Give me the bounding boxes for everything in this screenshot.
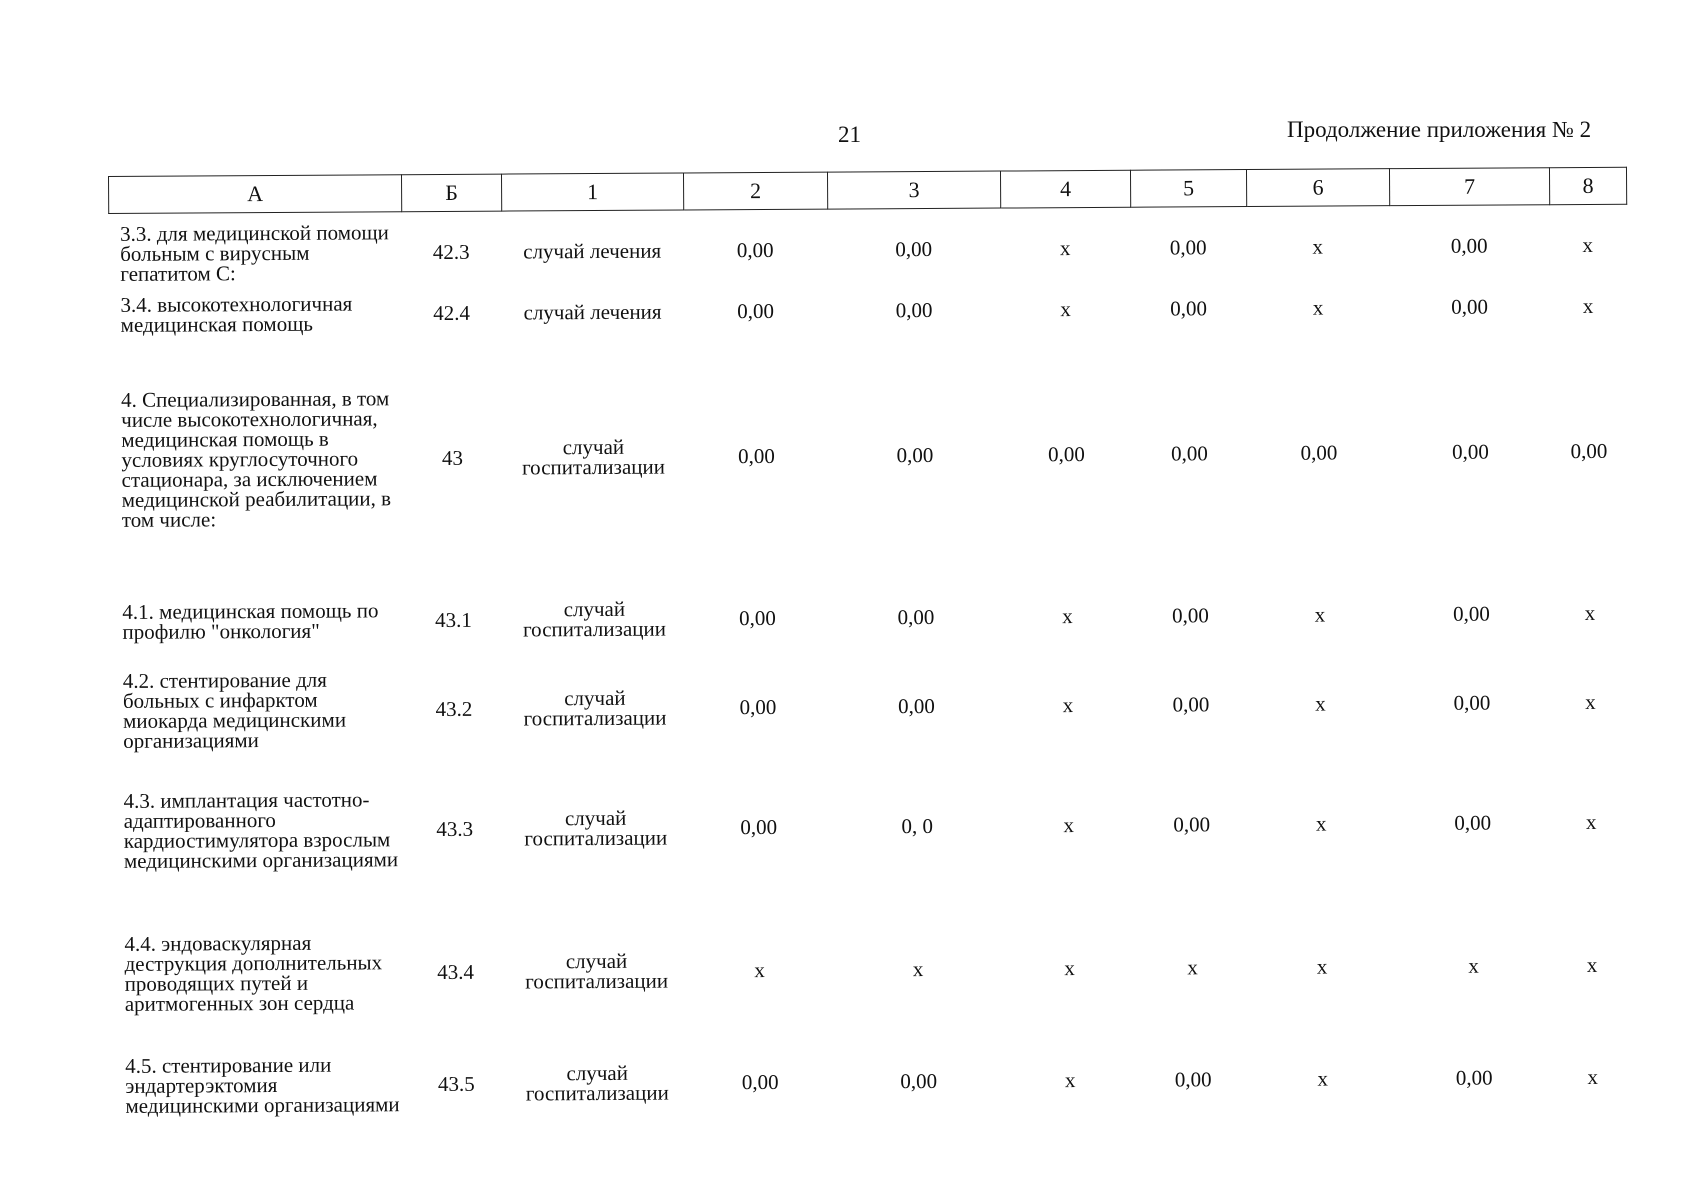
row-name: 3.3. для медицинской помощи больным с вирусным гепатитом С:: [119, 220, 389, 286]
cell-value: x: [1468, 953, 1479, 978]
table-row: [112, 899, 1631, 1040]
row-unit: случай госпитализации: [523, 685, 667, 731]
cell-value: 0,00: [1169, 235, 1207, 260]
row-code: 43: [441, 445, 464, 470]
row-name: 4.1. медицинская помощь по профилю "онкология": [122, 598, 379, 644]
row-unit: случай госпитализации: [525, 948, 669, 994]
cell-value: x: [1585, 809, 1597, 834]
cell-value: 0,00: [1455, 1065, 1493, 1090]
cell-value: 0,00: [895, 297, 933, 323]
cell-value: 0, 0: [901, 813, 934, 839]
cell-value: x: [1582, 232, 1593, 257]
table-row: [110, 567, 1629, 668]
page-number: 21: [838, 122, 861, 147]
cell-value: 0,00: [898, 693, 935, 719]
row-unit: случай госпитализации: [525, 1060, 669, 1106]
row-unit: случай госпитализации: [524, 805, 668, 851]
row-code: 43.4: [437, 959, 475, 985]
cell-value: 0,00: [1570, 438, 1608, 464]
row-unit: случай госпитализации: [522, 596, 667, 642]
cell-value: 0,00: [1452, 601, 1490, 626]
cell-value: 0,00: [1454, 810, 1492, 835]
cell-value: x: [1064, 1068, 1076, 1093]
row-code: 43.2: [435, 696, 473, 722]
column-header: 3: [827, 171, 1000, 209]
row-unit: случай лечения: [523, 238, 662, 264]
cell-value: 0,00: [1453, 690, 1491, 715]
cell-value: 0,00: [1171, 603, 1209, 628]
data-table: [108, 213, 1632, 1132]
column-header: 2: [683, 172, 827, 210]
cell-value: x: [1060, 297, 1071, 322]
cell-value: x: [1064, 956, 1075, 981]
cell-value: 0,00: [1451, 439, 1489, 464]
table-row: [113, 1031, 1632, 1132]
column-header: 7: [1389, 168, 1549, 206]
cell-value: 0,00: [1300, 440, 1338, 465]
cell-value: 0,00: [900, 1068, 938, 1094]
column-header: 4: [1000, 170, 1130, 208]
row-name: 4.3. имплантация частотно-адаптированного кардиостимулятора взрослым медицинскими организациями: [123, 787, 399, 873]
cell-value: x: [1312, 234, 1323, 259]
column-header: 6: [1246, 169, 1389, 207]
cell-value: x: [1582, 293, 1594, 318]
cell-value: x: [1063, 813, 1075, 838]
cell-value: 0,00: [741, 1069, 779, 1095]
cell-value: x: [1585, 689, 1596, 714]
column-header: 8: [1549, 167, 1626, 204]
cell-value: 0,00: [736, 237, 774, 263]
row-name: 3.4. высокотехнологичная медицинская помощь: [120, 291, 353, 337]
cell-value: 0,00: [1170, 441, 1208, 466]
cell-value: 0,00: [1173, 812, 1211, 837]
cell-value: x: [1312, 295, 1324, 320]
cell-value: 0,00: [1047, 442, 1085, 467]
row-code: 43.5: [437, 1071, 475, 1097]
cell-value: 0,00: [1172, 692, 1210, 717]
cell-value: x: [754, 958, 765, 983]
cell-value: x: [1314, 602, 1326, 627]
cell-value: 0,00: [896, 442, 934, 468]
cell-value: 0,00: [897, 604, 935, 630]
table-row: [109, 335, 1628, 576]
cell-value: x: [1586, 952, 1598, 977]
cell-value: x: [1315, 691, 1326, 716]
cell-value: 0,00: [737, 298, 775, 324]
cell-value: x: [1317, 1066, 1329, 1091]
cell-value: 0,00: [1174, 1067, 1212, 1092]
cell-value: 0,00: [738, 605, 776, 631]
cell-value: x: [1316, 954, 1328, 979]
cell-value: x: [1315, 811, 1327, 836]
cell-value: x: [1059, 236, 1071, 261]
row-code: 42.3: [432, 239, 470, 265]
cell-value: 0,00: [1450, 233, 1488, 258]
cell-value: 0,00: [737, 443, 775, 469]
row-code: 43.3: [436, 816, 474, 842]
cell-value: 0,00: [895, 236, 933, 262]
column-header-table: [108, 167, 1627, 214]
row-name: 4. Специализированная, в том числе высокотехнологичная, медицинская помощь в условиях круглосуточного стационара, за исключением медицинской реабилитации, в том числе:: [121, 386, 392, 532]
row-unit: случай лечения: [523, 299, 662, 325]
cell-value: x: [1587, 1064, 1599, 1089]
column-header: 1: [501, 173, 683, 211]
row-name: 4.2. стентирование для больных с инфарктом миокарда медицинскими организациями: [122, 667, 347, 753]
row-name: 4.5. стентирование или эндартерэктомия медицинскими организациями: [125, 1052, 400, 1118]
cell-value: x: [1062, 604, 1073, 629]
cell-value: 0,00: [739, 694, 777, 720]
cell-value: x: [912, 957, 924, 982]
table-row: [111, 745, 1630, 908]
column-header-row: [109, 167, 1627, 213]
cell-value: x: [1187, 955, 1198, 980]
table-row: [108, 213, 1626, 286]
column-header: А: [109, 175, 402, 214]
table-row: [111, 659, 1629, 754]
cell-value: x: [1062, 693, 1074, 718]
cell-value: 0,00: [740, 814, 778, 840]
column-header: 5: [1130, 170, 1246, 208]
row-name: 4.4. эндоваскулярная деструкция дополнительных проводящих путей и аритмогенных зон сердца: [124, 930, 383, 1016]
cell-value: 0,00: [1170, 296, 1207, 321]
table-row: [108, 277, 1626, 344]
column-header: Б: [401, 174, 501, 212]
row-unit: случай госпитализации: [521, 434, 666, 480]
cell-value: x: [1584, 600, 1596, 625]
appendix-note: Продолжение приложения № 2: [1287, 117, 1592, 142]
row-code: 43.1: [434, 607, 472, 633]
cell-value: 0,00: [1451, 294, 1488, 319]
row-code: 42.4: [433, 300, 471, 326]
